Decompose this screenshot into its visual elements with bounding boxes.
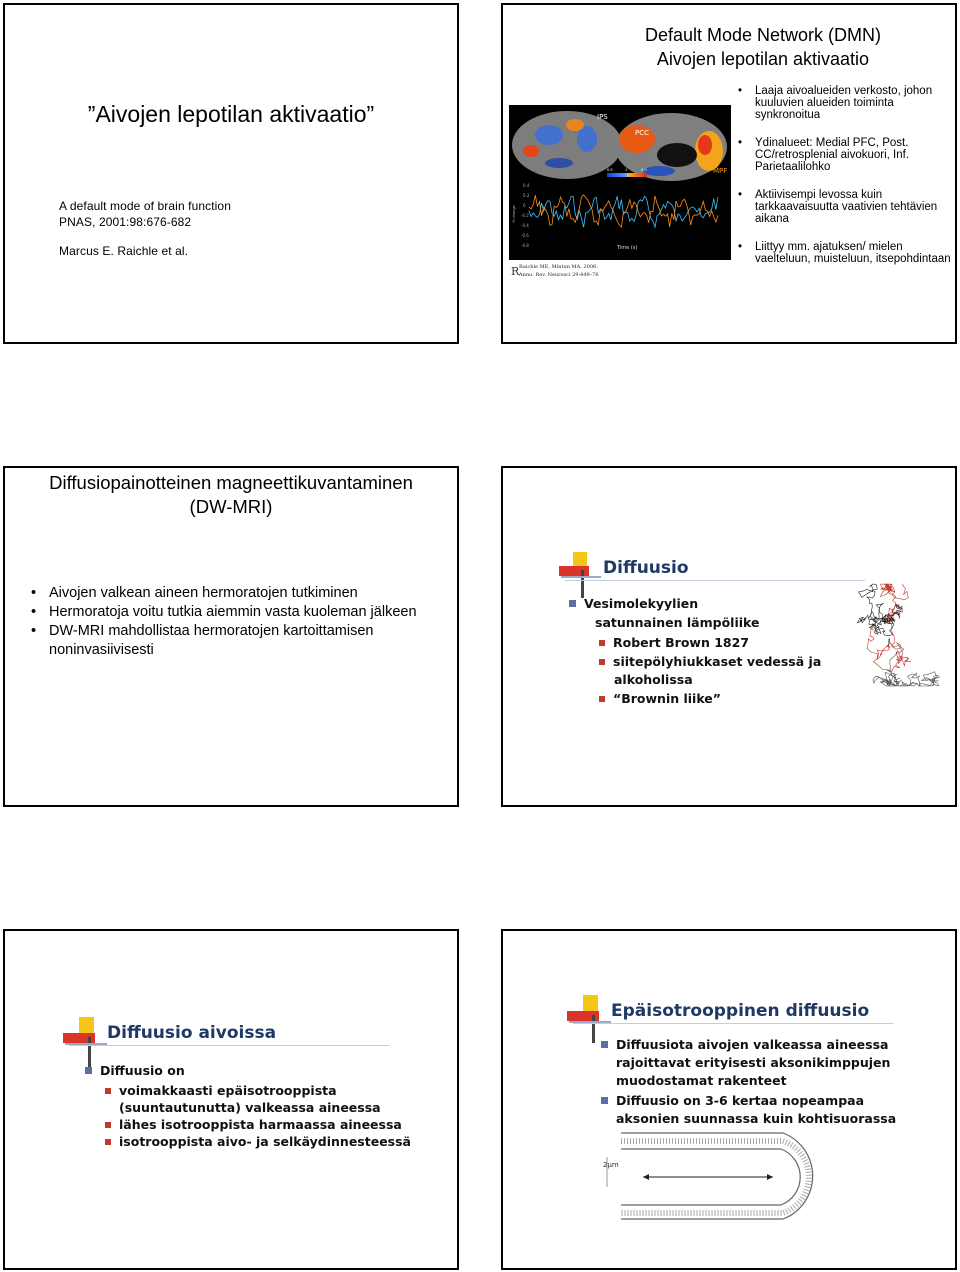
slide3-title-line2: (DW-MRI) [189, 496, 273, 517]
ytick: 0.2 [523, 193, 530, 198]
axon-outer-wall [621, 1133, 813, 1219]
bullet-square [601, 1041, 608, 1048]
slide6-decoration [567, 995, 611, 1043]
slide-6 [501, 929, 957, 1270]
slide4-sub1: Robert Brown 1827 [613, 635, 749, 650]
sub-bullet-square [105, 1088, 111, 1094]
citation-line2: Annu. Rev. Neurosci 29:449–76 [519, 272, 599, 278]
slide3-bullet: • Hermoratoja voitu tutkia aiemmin vasta kuoleman jälkeen [49, 603, 449, 622]
slide6-b1-line3: muodostamat rakenteet [616, 1073, 787, 1088]
sub-bullet-square [599, 659, 605, 665]
sub-bullet-square [105, 1139, 111, 1145]
reference-title: A default mode of brain function [59, 199, 231, 213]
slide2-bullet: • Ydinalueet: Medial PFC, Post. CC/retrosplenial aivokuori, Inf. Parietaalilohko [755, 137, 955, 173]
slide4-title: Diffuusio [603, 558, 689, 578]
slide2-title [573, 23, 953, 71]
colorbar-tick-2: 1 [625, 167, 628, 172]
slide6-b2-line2: aksonien suunnassa kuin kohtisuorassa [616, 1111, 897, 1126]
slide-1 [3, 3, 459, 344]
slide5-bullets [85, 1063, 411, 1150]
dmn-brain-figure [509, 105, 731, 280]
brownian-path [867, 584, 911, 672]
sub-bullet-square [599, 696, 605, 702]
slide-4 [501, 466, 957, 807]
ytick: -0.8 [521, 243, 529, 248]
slide-3 [3, 466, 459, 807]
label-ips: IPS [597, 113, 608, 121]
slide5-bullet-main: Diffuusio on [100, 1063, 185, 1078]
slide6-b1-line1: Diffuusiota aivojen valkeassa aineessa [616, 1037, 889, 1052]
reference-journal: PNAS, 2001:98:676-682 [59, 215, 192, 229]
slide2-bullet: • Laaja aivoalueiden verkosto, johon kuuluvien alueiden toiminta synkronoitua [755, 85, 955, 121]
slide1-title: ”Aivojen lepotilan aktivaatio” [87, 101, 375, 127]
slide5-decoration [63, 1017, 107, 1067]
brownian-motion-image [799, 580, 949, 690]
slide4-decoration [559, 552, 601, 598]
slide2-bullet: • Aktiivisempi levossa kuin tarkkaavaisuutta vaativien tehtävien aikana [755, 189, 955, 225]
slide4-sub2-line1: siitepölyhiukkaset vedessä ja [613, 654, 822, 669]
ytick: 0 [523, 203, 526, 208]
slide3-bullet: • Aivojen valkean aineen hermoratojen tutkiminen [49, 584, 449, 603]
slide4-bullet-text-1: Vesimolekyylien [584, 596, 699, 611]
bullet-square [601, 1097, 608, 1104]
slide6-b1-line2: rajoittavat erityisesti aksonikimppujen [616, 1055, 891, 1070]
slide5-title: Diffuusio aivoissa [107, 1023, 277, 1043]
dmn-figure [509, 105, 731, 280]
slide5-sub1-line2: (suuntautunutta) valkeassa aineessa [119, 1100, 381, 1115]
bullet-square [569, 600, 576, 607]
slide6-bullets [601, 1037, 896, 1127]
brownian-path [873, 638, 939, 686]
sub-bullet-square [599, 640, 605, 646]
slide6-title: Epäisotrooppinen diffuusio [611, 1001, 870, 1021]
slide4-bullet-main [569, 596, 821, 707]
slide2-bullet: • Liittyy mm. ajatuksen/ mielen vaelteluun, muisteluun, itsepohdintaan [755, 241, 955, 265]
ytick: 0.4 [523, 183, 530, 188]
slide6-b2-line1: Diffuusio on 3-6 kertaa nopeampaa [616, 1093, 865, 1108]
slide5-sub3: isotrooppista aivo- ja selkäydinnesteessä [119, 1134, 411, 1149]
ytick: -0.4 [521, 223, 529, 228]
colorbar-tick-3: 4.0 [641, 167, 647, 172]
title-underline [573, 1023, 893, 1024]
slide5-sub2: lähes isotrooppista harmaassa aineessa [119, 1117, 402, 1132]
bullet-square [85, 1067, 92, 1074]
label-mpf: MPF [713, 167, 728, 175]
ytick: -0.6 [521, 233, 529, 238]
ytick: -0.2 [521, 213, 529, 218]
scale-label: 2µm [603, 1161, 619, 1169]
slide4-sub2-line2: alkoholissa [614, 672, 693, 687]
slide2-title-line2: Aivojen lepotilan aktivaatio [656, 49, 870, 69]
journal-logo: R [511, 265, 520, 278]
label-pcc: PCC [635, 129, 649, 137]
slide3-bullet: • DW-MRI mahdollistaa hermoratojen kartoittamisen noninvasiivisesti [49, 622, 449, 660]
slide4-sub3: “Brownin liike” [613, 691, 722, 706]
colorbar-tick-1: 0.5 [607, 167, 613, 172]
yaxis-label: % change [511, 205, 516, 223]
slide3-title-line1: Diffusiopainotteinen magneettikuvantaminen [49, 472, 413, 493]
arrow-head-right [767, 1174, 773, 1180]
reference-author: Marcus E. Raichle et al. [59, 244, 189, 258]
axon-diagram [603, 1127, 843, 1223]
sub-bullet-square [105, 1122, 111, 1128]
xaxis-label: Time (s) [617, 245, 638, 251]
slide-5 [3, 929, 459, 1270]
slide4-bullet-text-2: satunnainen lämpöliike [595, 615, 760, 630]
slide-2 [501, 3, 957, 344]
title-underline [69, 1045, 389, 1046]
colorbar [607, 173, 647, 177]
brownian-path [858, 584, 903, 636]
arrow-head-left [643, 1174, 649, 1180]
slide5-sub1-line1: voimakkaasti epäisotrooppista [119, 1083, 337, 1098]
slide2-title-line1: Default Mode Network (DMN) [644, 25, 882, 45]
slide3-title [5, 471, 457, 519]
slide3-bullet-list [49, 584, 449, 660]
citation-line1: Raichle ME, Mintun MA. 2006. [519, 264, 598, 270]
lateral-brain-image [512, 111, 622, 179]
slide2-bullet-list [755, 85, 955, 265]
